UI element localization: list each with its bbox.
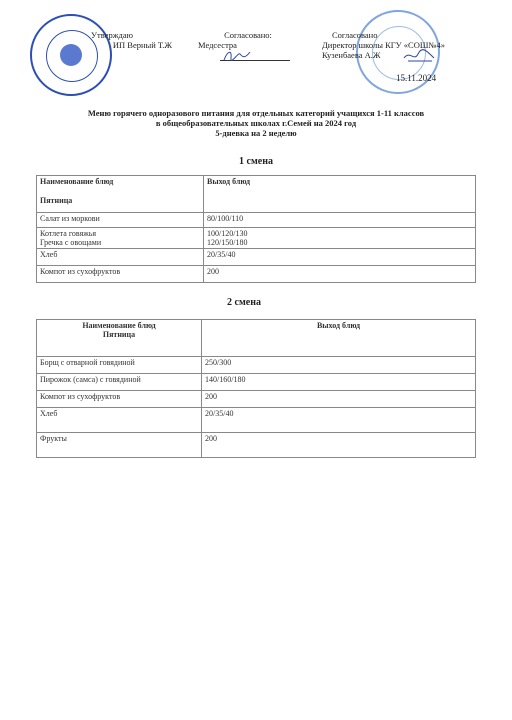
table-row — [37, 213, 476, 228]
dish-cell: Компот из сухофруктов — [37, 266, 204, 283]
approval-right-title: Согласовано — [332, 30, 378, 40]
signature-director — [402, 48, 436, 64]
dish-cell: Пирожок (самса) с говядиной — [37, 374, 202, 391]
table-row — [37, 266, 476, 283]
approval-date: 15.11.2024 — [396, 73, 437, 83]
header-dish — [37, 176, 204, 213]
approval-middle-title: Согласовано: — [224, 30, 272, 40]
heading-line-2: в общеобразовательных школах г.Семей на 2024 год — [155, 118, 357, 128]
table-header-row — [37, 320, 476, 357]
dish-cell: Салат из моркови — [37, 213, 204, 228]
output-cell: 250/300 — [202, 357, 476, 374]
round-seal-stamp-left — [30, 14, 112, 96]
table-row — [37, 408, 476, 433]
table-row — [37, 391, 476, 408]
output-line: 100/120/130 — [207, 229, 248, 238]
document-heading — [20, 108, 492, 138]
approval-left-name: ИП Верный Т.Ж — [112, 40, 172, 50]
output-line: 120/150/180 — [207, 238, 248, 247]
header-dish-label: Наименование блюд — [40, 177, 114, 186]
table-row — [37, 433, 476, 458]
approval-left — [52, 30, 172, 50]
dish-line: Гречка с овощами — [40, 238, 102, 247]
table-row — [37, 357, 476, 374]
header-output: Выход блюд — [202, 320, 476, 357]
header-dish — [37, 320, 202, 357]
shift1-title: 1 смена — [239, 156, 273, 167]
table-row — [37, 249, 476, 266]
dish-cell — [37, 228, 204, 249]
output-cell: 200 — [202, 433, 476, 458]
dish-cell: Фрукты — [37, 433, 202, 458]
approval-middle-role: Медсестра — [198, 40, 237, 50]
shift2-title: 2 смена — [227, 297, 261, 308]
header-dish-label: Наименование блюд — [82, 321, 156, 330]
output-cell: 20/35/40 — [202, 408, 476, 433]
output-cell: 140/160/180 — [202, 374, 476, 391]
dish-cell: Компот из сухофруктов — [37, 391, 202, 408]
approval-right-role: Директор школы КГУ «СОШ№4» — [322, 40, 446, 50]
table-header-row — [37, 176, 476, 213]
output-cell: 200 — [204, 266, 476, 283]
output-cell: 80/100/110 — [204, 213, 476, 228]
output-cell — [204, 228, 476, 249]
table-row — [37, 228, 476, 249]
shift2-menu-table — [36, 319, 476, 458]
shift1-menu-table — [36, 175, 476, 283]
dish-line: Котлета говяжья — [40, 229, 97, 238]
header-day-label: Пятница — [40, 196, 73, 205]
header-output: Выход блюд — [204, 176, 476, 213]
dish-cell: Хлеб — [37, 249, 204, 266]
output-cell: 200 — [202, 391, 476, 408]
table-row — [37, 374, 476, 391]
approval-right-name: Кузенбаева А.Ж — [322, 50, 381, 60]
approval-left-title: Утверждаю — [90, 30, 134, 40]
header-day-label: Пятница — [102, 330, 136, 339]
output-cell: 20/35/40 — [204, 249, 476, 266]
dish-cell: Борщ с отварной говядиной — [37, 357, 202, 374]
signature-medsestra — [222, 48, 252, 64]
heading-line-3: 5-дневка на 2 неделю — [215, 128, 297, 138]
dish-cell: Хлеб — [37, 408, 202, 433]
heading-line-1: Меню горячего одноразового питания для отдельных категорий учащихся 1-11 классов — [87, 108, 425, 118]
